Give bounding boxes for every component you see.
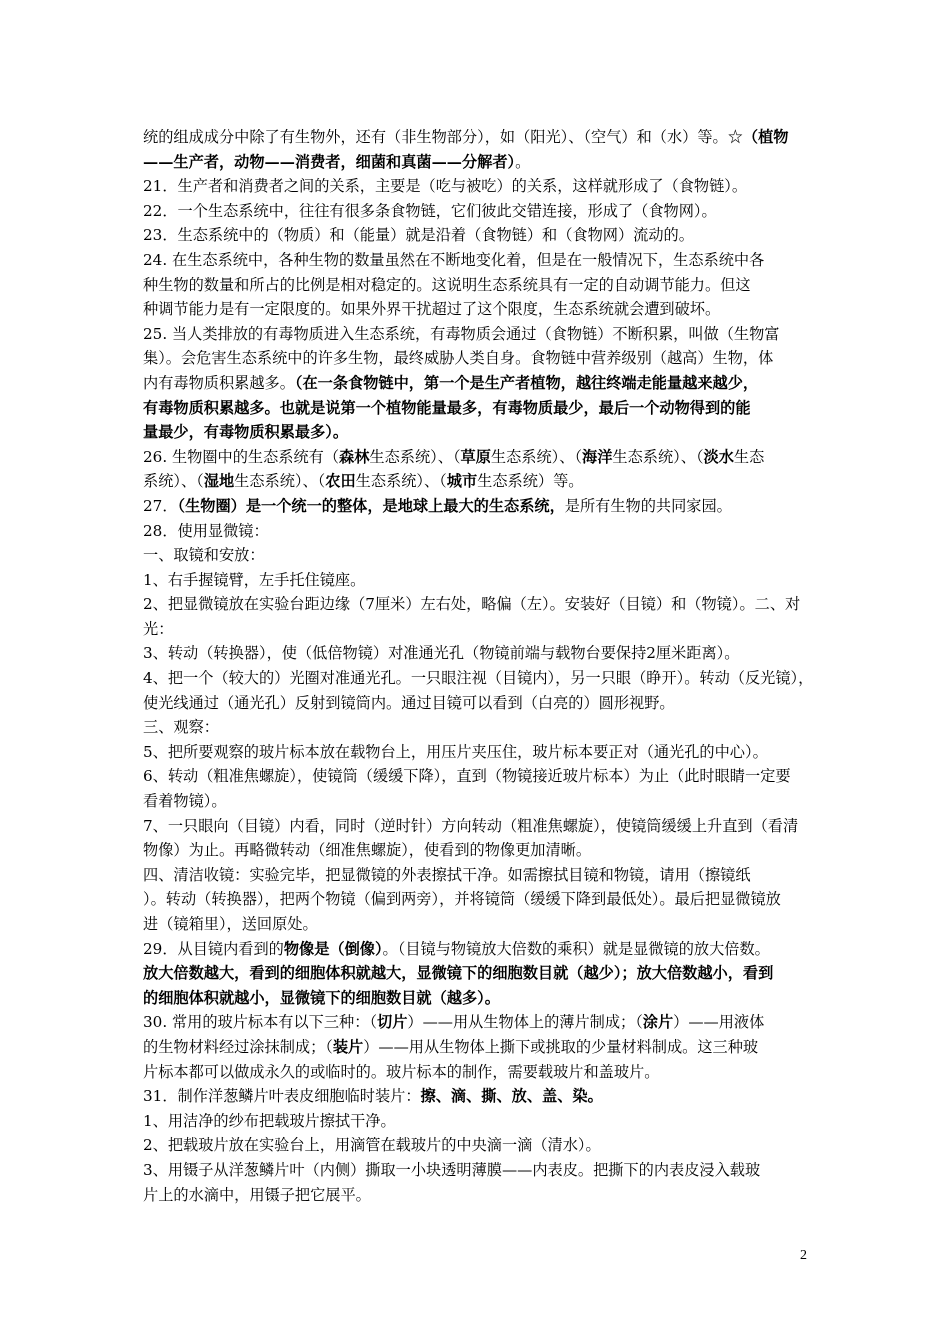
bold-text-run: 城市 bbox=[446, 472, 478, 491]
bold-text-run: 切片 bbox=[377, 1013, 408, 1032]
text-run: 3、用镊子从洋葱鳞片叶（内侧）撕取一小块透明薄膜——内表皮。把撕下的内表皮浸入载玻 bbox=[143, 1160, 761, 1179]
text-run: 一、取镜和安放： bbox=[143, 546, 265, 565]
text-line bbox=[143, 174, 813, 199]
text-line bbox=[143, 223, 813, 248]
text-run: 生态系统）、（ bbox=[612, 447, 704, 466]
text-line bbox=[143, 519, 813, 544]
text-line bbox=[143, 789, 813, 814]
text-line bbox=[143, 764, 813, 789]
bold-text-run: 草原 bbox=[460, 447, 491, 466]
text-run: 4、把一个（较大的）光圈对准通光孔。一只眼注视（目镜内），另一只眼（睁开）。转动（反光镜）， bbox=[143, 669, 814, 688]
text-line bbox=[143, 887, 813, 912]
bold-text-run: （在一条食物链中，第一个是生产者植物，越往终端走能量越来越少， bbox=[294, 373, 759, 392]
text-run: 内有毒物质积累越多。 bbox=[143, 373, 295, 392]
bold-text-run: （植物 bbox=[742, 128, 789, 146]
text-line bbox=[143, 297, 813, 322]
text-run: 四、清洁收镜：实验完毕，把显微镜的外表擦拭干净。如需擦拭目镜和物镜，请用（擦镜纸 bbox=[143, 865, 751, 884]
bold-text-run: 有毒物质积累越多。也就是说第一个植物能量最多，有毒物质最少，最后一个动物得到的能 bbox=[143, 398, 751, 417]
bold-text-run: ——生产者，动物——消费者，细菌和真菌——分解者） bbox=[143, 152, 516, 171]
bold-text-run: 涂片 bbox=[642, 1013, 674, 1032]
text-line bbox=[143, 1183, 813, 1208]
text-line bbox=[143, 1158, 813, 1183]
bold-text-run: 物像是（倒像） bbox=[283, 939, 383, 958]
text-run: 。（目镜与物镜放大倍数的乘积）就是显微镜的放大倍数。 bbox=[382, 939, 770, 958]
text-run: 5、把所要观察的玻片标本放在载物台上，用压片夹压住，玻片标本要正对（通光孔的中心）。 bbox=[143, 742, 768, 761]
text-run: 种调节能力是有一定限度的。如果外界干扰超过了这个限度，生态系统就会遭到破坏。 bbox=[143, 300, 721, 319]
text-run: 24. 在生态系统中，各种生物的数量虽然在不断地变化着，但是在一般情况下，生态系统中各 bbox=[143, 250, 765, 269]
text-line bbox=[143, 912, 813, 937]
text-line bbox=[143, 814, 813, 839]
text-run: 30. 常用的玻片标本有以下三种：（ bbox=[143, 1013, 378, 1032]
text-run: 片标本都可以做成永久的或临时的。玻片标本的制作，需要载玻片和盖玻片。 bbox=[143, 1062, 660, 1081]
text-line bbox=[143, 199, 813, 224]
text-line bbox=[143, 371, 813, 396]
bold-text-run: 农田 bbox=[325, 472, 356, 491]
text-line bbox=[143, 937, 813, 962]
text-run: 6、转动（粗准焦螺旋），使镜筒（缓缓下降），直到（物镜接近玻片标本）为止（此时眼睛一定要 bbox=[143, 767, 791, 786]
bold-text-run: 放大倍数越大，看到的细胞体积就越大，显微镜下的细胞数目就（越少）；放大倍数越小，看到 bbox=[143, 964, 774, 983]
text-run: 统的组成成分中除了有生物外，还有（非生物部分），如（阳光）、（空气）和（水）等。☆ bbox=[143, 128, 743, 146]
bold-text-run: 湿地 bbox=[203, 472, 235, 491]
text-line bbox=[143, 1084, 813, 1109]
text-run: 生态系统）等。 bbox=[477, 472, 584, 491]
text-run: 光： bbox=[143, 619, 174, 638]
text-line bbox=[143, 641, 813, 666]
text-line bbox=[143, 691, 813, 716]
text-run: 生态系统）、（ bbox=[234, 472, 326, 491]
page-number: 2 bbox=[800, 1248, 807, 1263]
text-run: 31．制作洋葱鳞片叶表皮细胞临时装片： bbox=[143, 1087, 421, 1106]
text-run: 系统）、（ bbox=[143, 472, 204, 491]
text-run: 2、把显微镜放在实验台距边缘（7厘米）左右处，略偏（左）。安装好（目镜）和（物镜）。二、对 bbox=[143, 595, 801, 614]
text-line bbox=[143, 740, 813, 765]
text-line bbox=[143, 346, 813, 371]
text-line bbox=[143, 543, 813, 568]
text-run: 集）。会危害生态系统中的许多生物，最终威胁人类自身。食物链中营养级别（越高）生物，体 bbox=[143, 349, 774, 368]
text-run: 1、用洁净的纱布把载玻片擦拭干净。 bbox=[143, 1111, 396, 1130]
text-line bbox=[143, 445, 813, 470]
text-line bbox=[143, 1109, 813, 1134]
bold-text-run: 海洋 bbox=[582, 447, 613, 466]
bold-text-run: 擦、滴、撕、放、盖、染。 bbox=[420, 1087, 603, 1106]
text-line bbox=[143, 1133, 813, 1158]
text-run: 生态系统）、（ bbox=[490, 447, 583, 466]
text-line bbox=[143, 125, 813, 150]
text-run: 2、把载玻片放在实验台上，用滴管在载玻片的中央滴一滴（清水）。 bbox=[143, 1136, 601, 1155]
text-run: 种生物的数量和所占的比例是相对稳定的。这说明生态系统具有一定的自动调节能力。但这 bbox=[143, 275, 751, 294]
text-line bbox=[143, 863, 813, 888]
text-run: 29．从目镜内看到的 bbox=[143, 939, 284, 958]
text-run: 使光线通过（通光孔）反射到镜筒内。通过目镜可以看到（白亮的）圆形视野。 bbox=[143, 693, 675, 712]
text-line bbox=[143, 838, 813, 863]
text-run: 是所有生物的共同家园。 bbox=[564, 496, 732, 515]
text-run: ）——用从生物体上的薄片制成；（ bbox=[407, 1013, 643, 1032]
text-run: 27． bbox=[143, 496, 178, 515]
text-run: ）——用液体 bbox=[673, 1013, 765, 1032]
text-line bbox=[143, 715, 813, 740]
text-run: 生态系统）、（ bbox=[355, 472, 447, 491]
text-run: 1、右手握镜臂，左手托住镜座。 bbox=[143, 570, 366, 589]
text-run: 25. 当人类排放的有毒物质进入生态系统，有毒物质会通过（食物链）不断积累，叫做（生物富 bbox=[143, 324, 780, 343]
text-line bbox=[143, 396, 813, 421]
text-line bbox=[143, 1010, 813, 1035]
bold-text-run: 量最少，有毒物质积累最多）。 bbox=[143, 423, 349, 442]
text-line bbox=[143, 150, 813, 175]
bold-text-run: 装片 bbox=[332, 1037, 364, 1056]
text-run: 22．一个生态系统中，往往有很多条食物链，它们彼此交错连接，形成了（食物网）。 bbox=[143, 201, 717, 220]
text-run: ）——用从生物体上撕下或挑取的少量材料制成。这三种玻 bbox=[363, 1037, 759, 1056]
text-run: 看着物镜）。 bbox=[143, 792, 227, 811]
text-run: 片上的水滴中，用镊子把它展平。 bbox=[143, 1185, 371, 1204]
text-line bbox=[143, 961, 813, 986]
bold-text-run: 的细胞体积就越小，显微镜下的细胞数目就（越多）。 bbox=[143, 988, 500, 1007]
text-line bbox=[143, 248, 813, 273]
text-line bbox=[143, 666, 813, 691]
document-body bbox=[143, 125, 813, 1207]
text-run: 。 bbox=[515, 152, 531, 171]
text-run: 3、转动（转换器），使（低倍物镜）对准通光孔（物镜前端与载物台要保持2厘米距离）。 bbox=[143, 644, 740, 663]
bold-text-run: 森林 bbox=[339, 447, 370, 466]
text-line bbox=[143, 568, 813, 593]
bold-text-run: （生物圈）是一个统一的整体，是地球上最大的生态系统， bbox=[177, 496, 565, 515]
text-run: 28．使用显微镜： bbox=[143, 521, 269, 540]
text-run: 生态 bbox=[733, 447, 765, 466]
text-run: 7、一只眼向（目镜）内看，同时（逆时针）方向转动（粗准焦螺旋），使镜筒缓缓上升直到（看清 bbox=[143, 816, 799, 835]
text-line bbox=[143, 1060, 813, 1085]
text-line bbox=[143, 617, 813, 642]
text-run: 的生物材料经过涂抹制成；（ bbox=[143, 1037, 333, 1056]
text-run: ）。转动（转换器），把两个物镜（偏到两旁），并将镜筒（缓缓下降到最低处）。最后把显微镜放 bbox=[143, 890, 781, 909]
text-line bbox=[143, 273, 813, 298]
text-line bbox=[143, 986, 813, 1011]
text-run: 23．生态系统中的（物质）和（能量）就是沿着（食物链）和（食物网）流动的。 bbox=[143, 226, 694, 245]
text-line bbox=[143, 1035, 813, 1060]
text-line bbox=[143, 592, 813, 617]
bold-text-run: 淡水 bbox=[703, 447, 734, 466]
text-run: 26. 生物圈中的生态系统有（ bbox=[143, 447, 340, 466]
text-run: 21．生产者和消费者之间的关系，主要是（吃与被吃）的关系，这样就形成了（食物链）。 bbox=[143, 177, 748, 196]
text-run: 进（镜箱里），送回原处。 bbox=[143, 915, 318, 933]
text-run: 物像）为止。再略微转动（细准焦螺旋），使看到的物像更加清晰。 bbox=[143, 841, 592, 860]
text-line bbox=[143, 494, 813, 519]
text-line bbox=[143, 420, 813, 445]
text-line bbox=[143, 469, 813, 494]
text-run: 生态系统）、（ bbox=[369, 447, 461, 466]
text-run: 三、观察： bbox=[143, 718, 219, 737]
text-line bbox=[143, 322, 813, 347]
